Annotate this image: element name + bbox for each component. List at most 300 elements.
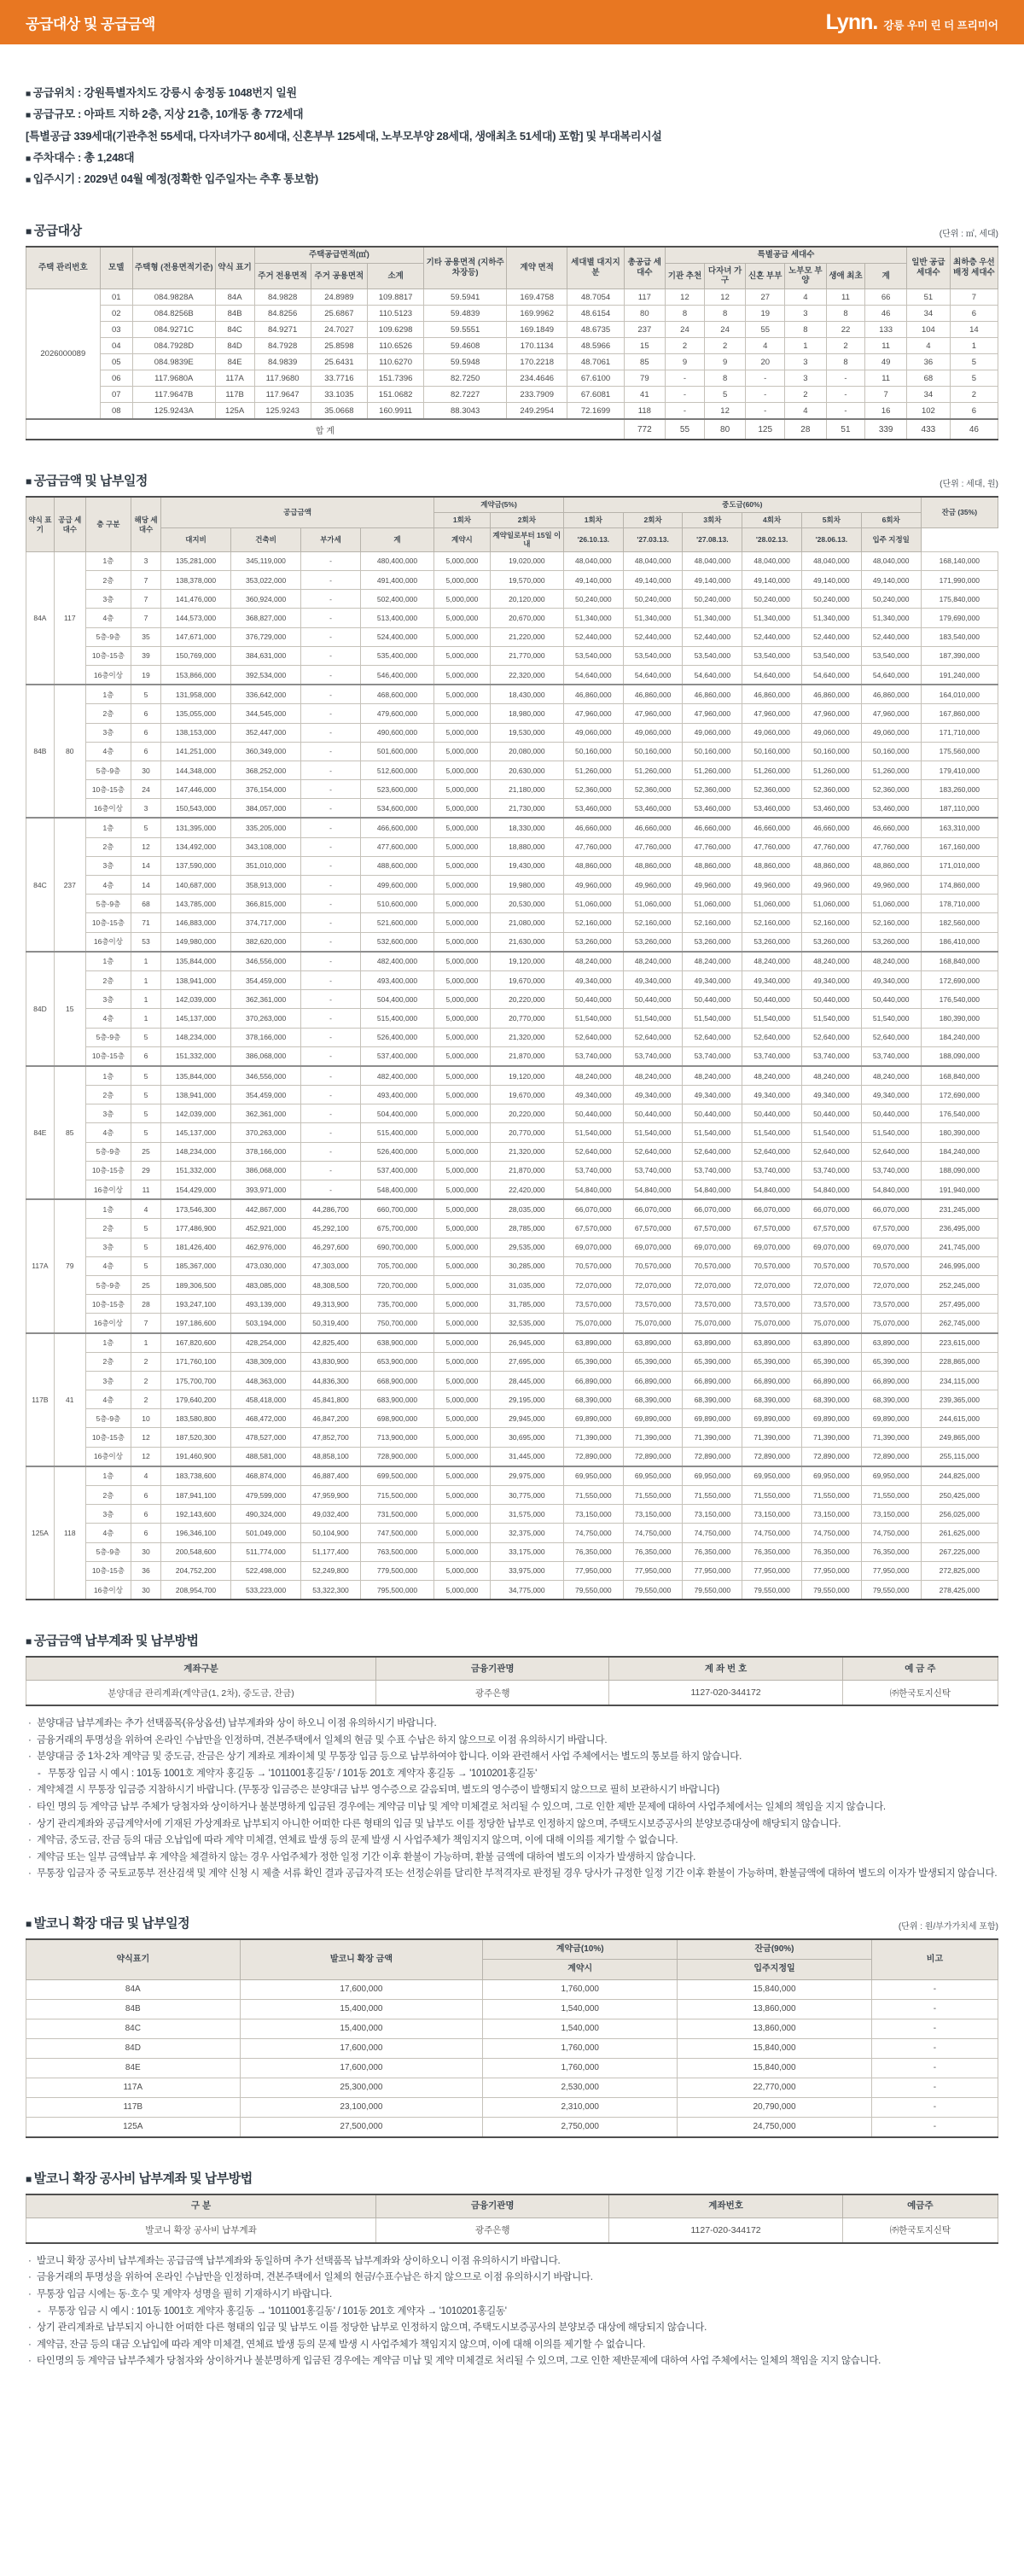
project-summary-item: [특별공급 339세대(기관추천 55세대, 다자녀가구 80세대, 신혼부부 125세대, 노부모부양 28세대, 생애최초 51세대) 포함] 및 부대복리시설 bbox=[26, 129, 662, 143]
table-cell: 68 bbox=[906, 370, 950, 387]
table-cell: 15,840,000 bbox=[678, 1979, 872, 1999]
table-cell: 53,740,000 bbox=[861, 1046, 921, 1066]
column-header: 최하층 우선 배정 세대수 bbox=[950, 247, 998, 289]
table-cell: 31,785,000 bbox=[490, 1295, 563, 1314]
table-cell: 50,440,000 bbox=[563, 990, 623, 1009]
table-cell: 54,840,000 bbox=[742, 1180, 802, 1200]
table-cell: - bbox=[301, 876, 361, 895]
table-cell: 80 bbox=[624, 306, 665, 322]
table-cell: 144,348,000 bbox=[160, 761, 230, 779]
payment-account-table-body bbox=[26, 1681, 998, 1706]
table-cell: 180,390,000 bbox=[921, 1123, 998, 1142]
table-cell: 208,954,700 bbox=[160, 1580, 230, 1600]
table-cell: 393,971,000 bbox=[231, 1180, 301, 1200]
project-summary-item: ■ 공급규모 : 아파트 지하 2층, 지상 21층, 10개동 총 772세대 bbox=[26, 103, 998, 125]
table-cell: 482,400,000 bbox=[360, 952, 433, 971]
column-header: 기관 추천 bbox=[666, 263, 705, 289]
table-cell: 52,360,000 bbox=[683, 780, 742, 799]
table-cell: 54,640,000 bbox=[802, 665, 862, 685]
table-cell: 01 bbox=[100, 289, 132, 306]
table-cell: - bbox=[301, 818, 361, 837]
table-cell: 73,570,000 bbox=[683, 1295, 742, 1314]
table-cell: 67,570,000 bbox=[802, 1219, 862, 1238]
table-cell: 82.7227 bbox=[424, 387, 507, 403]
table-cell: 49,960,000 bbox=[563, 876, 623, 895]
table-cell: 142,039,000 bbox=[160, 990, 230, 1009]
table-cell: 35.0668 bbox=[311, 403, 367, 420]
table-cell: 69,950,000 bbox=[802, 1466, 862, 1486]
table-cell: 189,306,500 bbox=[160, 1275, 230, 1294]
table-cell: 49,340,000 bbox=[861, 970, 921, 989]
table-cell: 71,550,000 bbox=[802, 1486, 862, 1505]
table-cell: 47,760,000 bbox=[802, 837, 862, 856]
table-cell: 358,913,000 bbox=[231, 876, 301, 895]
type-units-cell: 237 bbox=[54, 818, 85, 951]
table-cell: 48,240,000 bbox=[742, 952, 802, 971]
table-cell: 5,000,000 bbox=[434, 990, 491, 1009]
table-cell: 53,540,000 bbox=[683, 646, 742, 665]
table-cell: 4층 bbox=[85, 742, 131, 761]
table-cell: 84.9839 bbox=[254, 354, 311, 370]
table-cell: 28 bbox=[785, 419, 826, 440]
table-cell: - bbox=[826, 370, 865, 387]
supply-target-table bbox=[26, 246, 998, 441]
table-cell: - bbox=[301, 856, 361, 875]
table-cell: 5,000,000 bbox=[434, 895, 491, 913]
table-row bbox=[26, 571, 998, 590]
table-cell: 10층-15층 bbox=[85, 913, 131, 932]
table-cell: 5,000,000 bbox=[434, 799, 491, 819]
project-summary-list bbox=[26, 82, 998, 190]
table-cell: 370,263,000 bbox=[231, 1123, 301, 1142]
table-cell: 52,640,000 bbox=[623, 1028, 683, 1046]
table-cell: 522,498,000 bbox=[231, 1561, 301, 1580]
table-cell: 53,540,000 bbox=[623, 646, 683, 665]
table-cell: 131,395,000 bbox=[160, 818, 230, 837]
table-cell: 1 bbox=[131, 1009, 161, 1028]
table-cell: 48,240,000 bbox=[683, 1066, 742, 1086]
table-cell: 175,840,000 bbox=[921, 590, 998, 609]
table-cell: 503,194,000 bbox=[231, 1314, 301, 1333]
table-cell: 51,540,000 bbox=[563, 1123, 623, 1142]
table-cell: 473,030,000 bbox=[231, 1256, 301, 1275]
table-cell: 125A bbox=[26, 2117, 241, 2137]
table-cell: 5,000,000 bbox=[434, 1066, 491, 1086]
table-cell: 534,600,000 bbox=[360, 799, 433, 819]
table-cell: 5,000,000 bbox=[434, 1371, 491, 1390]
table-cell: 47,960,000 bbox=[623, 704, 683, 723]
table-cell: 239,365,000 bbox=[921, 1390, 998, 1409]
table-cell: 72,070,000 bbox=[861, 1275, 921, 1294]
table-cell: - bbox=[666, 387, 705, 403]
table-cell: 70,570,000 bbox=[683, 1256, 742, 1275]
table-cell: 21,320,000 bbox=[490, 1142, 563, 1161]
supply-target-table-head bbox=[26, 247, 998, 289]
table-cell: 4 bbox=[131, 1466, 161, 1486]
table-cell: - bbox=[746, 387, 785, 403]
table-cell: 3층 bbox=[85, 990, 131, 1009]
table-cell: 20,770,000 bbox=[490, 1009, 563, 1028]
column-header: 부가세 bbox=[301, 527, 361, 551]
table-row bbox=[26, 1505, 998, 1524]
table-row bbox=[26, 1275, 998, 1294]
table-cell: 50,160,000 bbox=[623, 742, 683, 761]
table-cell: 66,070,000 bbox=[683, 1199, 742, 1219]
table-cell: 71,550,000 bbox=[683, 1486, 742, 1505]
table-cell: 72,890,000 bbox=[742, 1447, 802, 1466]
table-cell: 148,234,000 bbox=[160, 1028, 230, 1046]
table-cell: 52,640,000 bbox=[683, 1142, 742, 1161]
table-cell: 4층 bbox=[85, 1390, 131, 1409]
table-cell: 133 bbox=[865, 322, 906, 338]
table-cell: 25 bbox=[131, 1275, 161, 1294]
table-row bbox=[26, 1238, 998, 1256]
table-cell: 49,960,000 bbox=[802, 876, 862, 895]
table-cell: 49,313,900 bbox=[301, 1295, 361, 1314]
balcony-account-table bbox=[26, 2194, 998, 2244]
table-cell: 46 bbox=[950, 419, 998, 440]
table-cell: 48.7061 bbox=[567, 354, 624, 370]
column-header: 계약시 bbox=[434, 527, 491, 551]
table-cell: 29,535,000 bbox=[490, 1238, 563, 1256]
table-cell: 19 bbox=[131, 665, 161, 685]
table-cell: 188,090,000 bbox=[921, 1161, 998, 1180]
note-line: · 발코니 확장 공사비 납부계좌는 공급금액 납부계좌와 동일하며 추가 선택품목 납부계좌와 상이하오니 이점 유의하시기 바랍니다. bbox=[26, 2253, 998, 2270]
table-row bbox=[26, 354, 998, 370]
table-cell: 24.7027 bbox=[311, 322, 367, 338]
table-cell: - bbox=[871, 2117, 998, 2137]
table-cell: 16층이상 bbox=[85, 799, 131, 819]
table-cell: 52,440,000 bbox=[802, 627, 862, 646]
table-cell: 69,070,000 bbox=[802, 1238, 862, 1256]
table-cell: - bbox=[301, 590, 361, 609]
table-cell: 51 bbox=[906, 289, 950, 306]
table-cell: 2 bbox=[704, 338, 745, 354]
table-cell: 526,400,000 bbox=[360, 1028, 433, 1046]
table-cell: 5,000,000 bbox=[434, 1409, 491, 1428]
table-cell: 46,660,000 bbox=[683, 818, 742, 837]
table-cell: 117A bbox=[26, 2078, 241, 2097]
table-cell: 8 bbox=[666, 306, 705, 322]
table-cell: 191,240,000 bbox=[921, 665, 998, 685]
table-cell: 84.8256 bbox=[254, 306, 311, 322]
table-cell: 54,840,000 bbox=[563, 1180, 623, 1200]
table-cell: 66,890,000 bbox=[861, 1371, 921, 1390]
table-cell: - bbox=[301, 685, 361, 704]
table-row bbox=[26, 1161, 998, 1180]
table-cell: - bbox=[666, 370, 705, 387]
table-cell: - bbox=[301, 1180, 361, 1200]
table-cell: 6 bbox=[131, 1486, 161, 1505]
table-cell: 171,760,100 bbox=[160, 1352, 230, 1371]
table-cell: 68,390,000 bbox=[683, 1390, 742, 1409]
table-cell: - bbox=[301, 952, 361, 971]
table-cell: 249.2954 bbox=[507, 403, 567, 420]
table-cell: 11 bbox=[865, 370, 906, 387]
table-cell: 479,599,000 bbox=[231, 1486, 301, 1505]
table-cell: 27,500,000 bbox=[240, 2117, 483, 2137]
table-cell: 52,640,000 bbox=[683, 1028, 742, 1046]
table-cell: 5층-9층 bbox=[85, 1142, 131, 1161]
table-cell: 51 bbox=[826, 419, 865, 440]
table-cell: 183,738,600 bbox=[160, 1466, 230, 1486]
table-cell: 5,000,000 bbox=[434, 1009, 491, 1028]
note-line: · 상기 관리계좌로 납부되지 아니한 어떠한 다른 형태의 입금 및 납부도 이를 정당한 납부로 인정하지 않으며, 주택도시보증공사의 분양보증 대상에 해당되지 않습니다. bbox=[26, 2320, 998, 2337]
table-cell: 117.9680 bbox=[254, 370, 311, 387]
table-cell: 72,890,000 bbox=[802, 1447, 862, 1466]
table-cell: 79 bbox=[624, 370, 665, 387]
table-cell: 33.7716 bbox=[311, 370, 367, 387]
table-cell: 278,425,000 bbox=[921, 1580, 998, 1600]
table-cell: 51,340,000 bbox=[802, 609, 862, 627]
table-cell: 69,890,000 bbox=[802, 1409, 862, 1428]
table-cell: 183,580,800 bbox=[160, 1409, 230, 1428]
table-cell: 25.8598 bbox=[311, 338, 367, 354]
table-cell: 524,400,000 bbox=[360, 627, 433, 646]
table-cell: 63,890,000 bbox=[802, 1333, 862, 1353]
column-header: 대지비 bbox=[160, 527, 230, 551]
table-cell: 49,060,000 bbox=[623, 723, 683, 742]
table-cell: 48,860,000 bbox=[683, 856, 742, 875]
table-cell: 5,000,000 bbox=[434, 685, 491, 704]
table-cell: 170.2218 bbox=[507, 354, 567, 370]
table-cell: 69,890,000 bbox=[623, 1409, 683, 1428]
table-row bbox=[26, 780, 998, 799]
table-cell: 84.7928 bbox=[254, 338, 311, 354]
table-cell: 653,900,000 bbox=[360, 1352, 433, 1371]
table-cell: 1127-020-344172 bbox=[609, 1681, 842, 1706]
table-cell: 142,039,000 bbox=[160, 1104, 230, 1123]
table-cell: 49,060,000 bbox=[861, 723, 921, 742]
table-cell: 84E bbox=[215, 354, 254, 370]
table-cell: 3 bbox=[785, 306, 826, 322]
column-header: 노부모 부양 bbox=[785, 263, 826, 289]
table-cell: 51,060,000 bbox=[623, 895, 683, 913]
table-cell: 5,000,000 bbox=[434, 1142, 491, 1161]
table-cell: 10층-15층 bbox=[85, 1428, 131, 1447]
table-cell: 151,332,000 bbox=[160, 1161, 230, 1180]
table-cell: 42,825,400 bbox=[301, 1333, 361, 1353]
table-cell: 49,340,000 bbox=[742, 970, 802, 989]
table-cell: 104 bbox=[906, 322, 950, 338]
table-cell: 24.8989 bbox=[311, 289, 367, 306]
table-cell: 69,890,000 bbox=[861, 1409, 921, 1428]
table-cell: 175,700,700 bbox=[160, 1371, 230, 1390]
table-cell: 48,240,000 bbox=[563, 1066, 623, 1086]
table-cell: 52,160,000 bbox=[861, 913, 921, 932]
table-cell: 164,010,000 bbox=[921, 685, 998, 704]
table-cell: 428,254,000 bbox=[231, 1333, 301, 1353]
table-cell: 5,000,000 bbox=[434, 1505, 491, 1524]
table-cell: - bbox=[746, 403, 785, 420]
table-row bbox=[26, 1123, 998, 1142]
table-cell: 50,240,000 bbox=[563, 590, 623, 609]
table-cell: 171,990,000 bbox=[921, 571, 998, 590]
table-cell: 47,960,000 bbox=[802, 704, 862, 723]
table-cell: 59.5551 bbox=[424, 322, 507, 338]
table-cell: 49,140,000 bbox=[742, 571, 802, 590]
table-cell: 713,900,000 bbox=[360, 1428, 433, 1447]
table-cell: 48,860,000 bbox=[623, 856, 683, 875]
table-cell: 187,390,000 bbox=[921, 646, 998, 665]
table-cell: 510,600,000 bbox=[360, 895, 433, 913]
table-cell: 109.8817 bbox=[367, 289, 423, 306]
table-cell: 16층이상 bbox=[85, 1180, 131, 1200]
table-cell: - bbox=[301, 1086, 361, 1104]
table-cell: 51,540,000 bbox=[802, 1123, 862, 1142]
table-cell: 69,070,000 bbox=[742, 1238, 802, 1256]
table-cell: 50,440,000 bbox=[802, 1104, 862, 1123]
table-cell: 145,137,000 bbox=[160, 1009, 230, 1028]
table-cell: 52,249,800 bbox=[301, 1561, 361, 1580]
table-cell: 66,890,000 bbox=[563, 1371, 623, 1390]
table-cell: 66,070,000 bbox=[802, 1199, 862, 1219]
table-cell: - bbox=[301, 913, 361, 932]
table-row bbox=[26, 990, 998, 1009]
table-cell: 84.9828 bbox=[254, 289, 311, 306]
table-cell: 50,440,000 bbox=[683, 1104, 742, 1123]
table-cell: 193,247,100 bbox=[160, 1295, 230, 1314]
table-cell: 84B bbox=[26, 1999, 241, 2019]
table-cell: 084.7928D bbox=[132, 338, 215, 354]
table-cell: 5 bbox=[131, 1066, 161, 1086]
payment-schedule-table bbox=[26, 496, 998, 1600]
table-cell: 46,860,000 bbox=[683, 685, 742, 704]
table-cell: 362,361,000 bbox=[231, 990, 301, 1009]
table-cell: 346,556,000 bbox=[231, 952, 301, 971]
table-cell: 73,570,000 bbox=[563, 1295, 623, 1314]
table-cell: 5,000,000 bbox=[434, 1580, 491, 1600]
table-cell: 21,730,000 bbox=[490, 799, 563, 819]
table-cell: 51,540,000 bbox=[623, 1123, 683, 1142]
table-cell: 53,460,000 bbox=[802, 799, 862, 819]
table-cell: 51,540,000 bbox=[861, 1009, 921, 1028]
table-cell: 368,252,000 bbox=[231, 761, 301, 779]
table-row bbox=[26, 876, 998, 895]
column-header: 비고 bbox=[871, 1939, 998, 1980]
table-cell: 5,000,000 bbox=[434, 1180, 491, 1200]
table-cell: 502,400,000 bbox=[360, 590, 433, 609]
table-cell: 53,740,000 bbox=[683, 1046, 742, 1066]
table-cell: 8 bbox=[704, 306, 745, 322]
table-cell: 54,640,000 bbox=[623, 665, 683, 685]
table-cell: 392,534,000 bbox=[231, 665, 301, 685]
table-cell: 362,361,000 bbox=[231, 1104, 301, 1123]
table-cell: 168,840,000 bbox=[921, 952, 998, 971]
table-cell: 167,160,000 bbox=[921, 837, 998, 856]
table-cell: 65,390,000 bbox=[623, 1352, 683, 1371]
column-header: 일반 공급 세대수 bbox=[906, 247, 950, 289]
table-cell: - bbox=[301, 646, 361, 665]
table-cell: 74,750,000 bbox=[802, 1524, 862, 1542]
table-cell: 521,600,000 bbox=[360, 913, 433, 932]
table-cell: - bbox=[871, 2078, 998, 2097]
table-cell: 85 bbox=[624, 354, 665, 370]
table-cell: 14 bbox=[131, 876, 161, 895]
type-abbr-cell: 84C bbox=[26, 818, 55, 951]
table-cell: 67,570,000 bbox=[623, 1219, 683, 1238]
table-cell: 7 bbox=[131, 571, 161, 590]
table-cell: 51,060,000 bbox=[742, 895, 802, 913]
table-row bbox=[26, 1580, 998, 1600]
table-cell: 53,740,000 bbox=[623, 1046, 683, 1066]
table-cell: 5,000,000 bbox=[434, 1028, 491, 1046]
table-cell: 55 bbox=[666, 419, 705, 440]
table-cell: 25.6867 bbox=[311, 306, 367, 322]
column-header: '27.08.13. bbox=[683, 527, 742, 551]
table-cell: 73,570,000 bbox=[742, 1295, 802, 1314]
table-cell: 47,760,000 bbox=[563, 837, 623, 856]
table-cell: 77,950,000 bbox=[742, 1561, 802, 1580]
table-cell: 1 bbox=[785, 338, 826, 354]
table-cell: 59.5941 bbox=[424, 289, 507, 306]
table-row bbox=[26, 665, 998, 685]
table-cell: - bbox=[301, 1028, 361, 1046]
table-cell: 72,070,000 bbox=[802, 1275, 862, 1294]
table-cell: 47,960,000 bbox=[861, 704, 921, 723]
table-cell: 2 bbox=[131, 1371, 161, 1390]
payment-schedule-unit-note: (단위 : 세대, 원) bbox=[940, 480, 998, 490]
table-cell: 67,570,000 bbox=[861, 1219, 921, 1238]
table-row bbox=[26, 1142, 998, 1161]
table-cell: 21,080,000 bbox=[490, 913, 563, 932]
table-cell: 77,950,000 bbox=[563, 1561, 623, 1580]
table-row bbox=[26, 609, 998, 627]
table-cell: 2 bbox=[950, 387, 998, 403]
table-cell: 160.9911 bbox=[367, 403, 423, 420]
table-cell: 493,139,000 bbox=[231, 1295, 301, 1314]
table-cell: 241,745,000 bbox=[921, 1238, 998, 1256]
table-cell: 163,310,000 bbox=[921, 818, 998, 837]
table-cell: 76,350,000 bbox=[861, 1542, 921, 1561]
table-cell: 5,000,000 bbox=[434, 1486, 491, 1505]
column-header: 계 bbox=[360, 527, 433, 551]
table-cell: 135,281,000 bbox=[160, 551, 230, 570]
table-cell: 36 bbox=[906, 354, 950, 370]
table-cell: 249,865,000 bbox=[921, 1428, 998, 1447]
table-cell: 5,000,000 bbox=[434, 723, 491, 742]
table-cell: 46,860,000 bbox=[563, 685, 623, 704]
table-cell: 36 bbox=[131, 1561, 161, 1580]
table-cell: 2층 bbox=[85, 704, 131, 723]
table-cell: 31,445,000 bbox=[490, 1447, 563, 1466]
table-cell: 28,445,000 bbox=[490, 1371, 563, 1390]
table-cell: 75,070,000 bbox=[742, 1314, 802, 1333]
table-cell: 5,000,000 bbox=[434, 1161, 491, 1180]
table-cell: 52,160,000 bbox=[683, 913, 742, 932]
table-cell: 49,960,000 bbox=[861, 876, 921, 895]
table-cell: 46,847,200 bbox=[301, 1409, 361, 1428]
supply-target-unit-note: (단위 : ㎡, 세대) bbox=[939, 229, 998, 239]
table-cell: 76,350,000 bbox=[683, 1542, 742, 1561]
column-header: 금융기관명 bbox=[376, 1657, 609, 1681]
column-header: 주택공급면적(㎡) bbox=[254, 247, 424, 263]
table-cell: 49,140,000 bbox=[623, 571, 683, 590]
table-cell: 5층-9층 bbox=[85, 1409, 131, 1428]
table-cell: 368,827,000 bbox=[231, 609, 301, 627]
table-cell: 513,400,000 bbox=[360, 609, 433, 627]
table-cell: 223,615,000 bbox=[921, 1333, 998, 1353]
table-cell: 117.9647 bbox=[254, 387, 311, 403]
table-cell: 31,035,000 bbox=[490, 1275, 563, 1294]
table-cell: 176,540,000 bbox=[921, 990, 998, 1009]
table-cell: 68,390,000 bbox=[742, 1390, 802, 1409]
table-cell: 54,640,000 bbox=[683, 665, 742, 685]
type-abbr-cell: 117A bbox=[26, 1199, 55, 1332]
table-cell: 5 bbox=[131, 1123, 161, 1142]
table-cell: 5,000,000 bbox=[434, 665, 491, 685]
table-cell: 52,360,000 bbox=[802, 780, 862, 799]
